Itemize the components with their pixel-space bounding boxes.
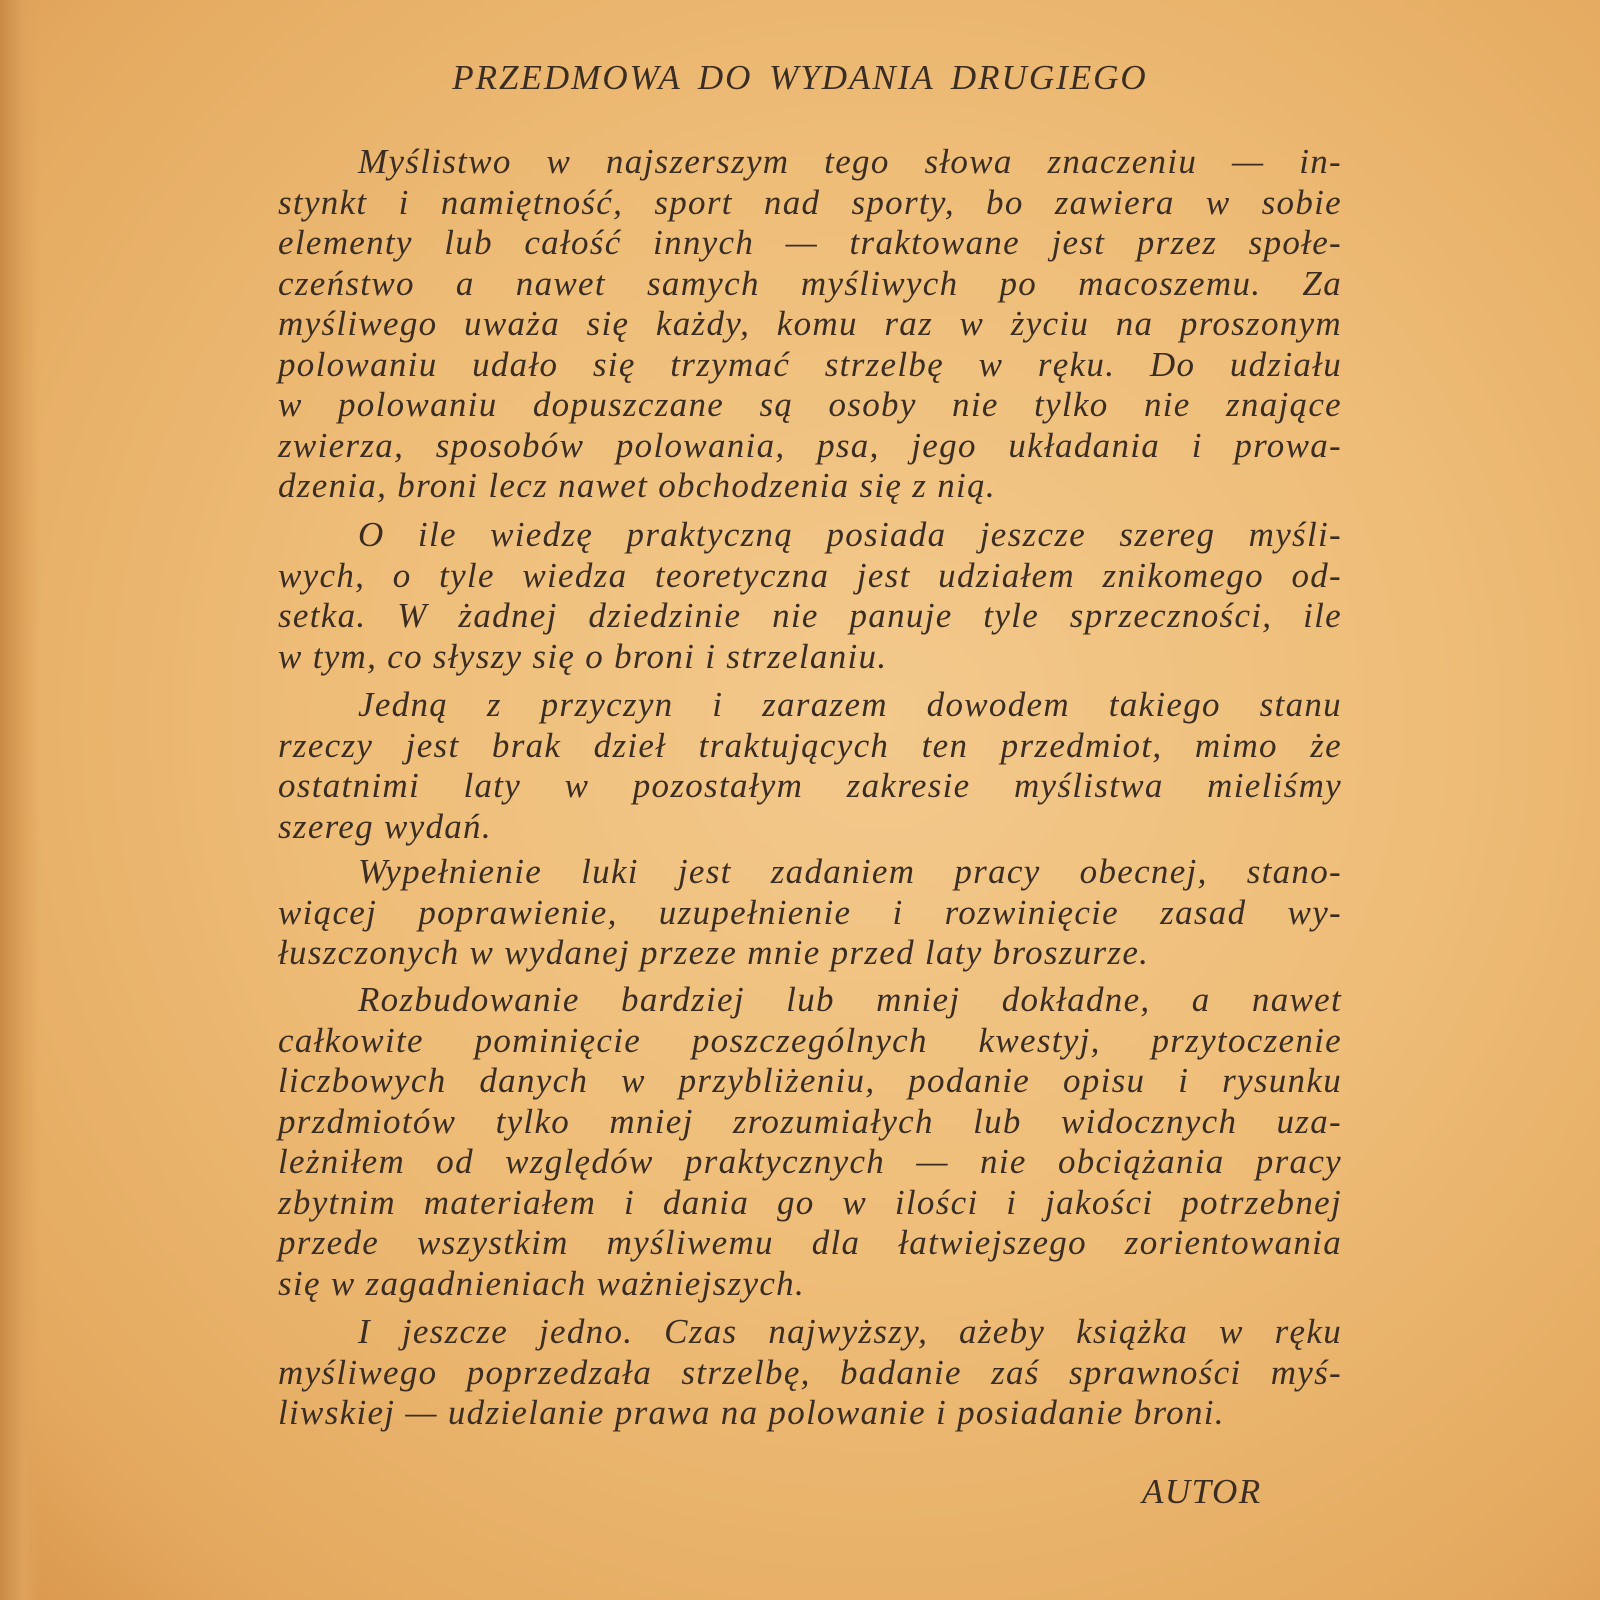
text-line: polowaniu udało się trzymać strzelbę w ręku. Do udziału — [278, 344, 1342, 384]
page-gutter-shadow — [0, 0, 40, 1600]
text-line: elementy lub całość innych — traktowane jest przez społe- — [278, 223, 1342, 262]
text-line: łuszczonych w wydanej przeze mnie przed laty broszurze. — [278, 933, 1150, 972]
text-line: czeństwo a nawet samych myśliwych po macoszemu. Za — [278, 263, 1342, 303]
text-line: wych, o tyle wiedza teoretyczna jest udziałem znikomego od- — [278, 555, 1342, 595]
author-signature: AUTOR — [1142, 1472, 1262, 1511]
text-line: Rozbudowanie bardziej lub mniej dokładne, a nawet — [358, 980, 1342, 1019]
text-line: liczbowych danych w przybliżeniu, podanie opisu i rysunku — [278, 1061, 1342, 1100]
page-title: PRZEDMOWA DO WYDANIA DRUGIEGO — [452, 58, 1148, 97]
text-line: Jedną z przyczyn i zarazem dowodem takiego stanu — [358, 685, 1342, 724]
text-line: stynkt i namiętność, sport nad sporty, bo zawiera w sobie — [278, 182, 1342, 222]
text-line: szereg wydań. — [278, 806, 492, 846]
text-line: zbytnim materiałem i dania go w ilości i jakości potrzebnej — [278, 1182, 1342, 1222]
text-line: I jeszcze jedno. Czas najwyższy, ażeby książka w ręku — [358, 1312, 1342, 1351]
text-line: w polowaniu dopuszczane są osoby nie tylko nie znające — [278, 385, 1342, 424]
text-line: myśliwego uważa się każdy, komu raz w życiu na proszonym — [278, 304, 1342, 343]
text-line: w tym, co słyszy się o broni i strzelaniu. — [278, 636, 888, 676]
text-line: dzenia, broni lecz nawet obchodzenia się z nią. — [278, 466, 996, 505]
text-line: Myślistwo w najszerszym tego słowa znaczeniu — in- — [358, 142, 1342, 181]
text-line: liwskiej — udzielanie prawa na polowanie i posiadanie broni. — [278, 1393, 1225, 1432]
text-line: przede wszystkim myśliwemu dla łatwiejszego zorientowania — [278, 1223, 1342, 1262]
text-line: się w zagadnieniach ważniejszych. — [278, 1263, 806, 1303]
text-line: rzeczy jest brak dzieł traktujących ten przedmiot, mimo że — [278, 725, 1342, 765]
text-line: Wypełnienie luki jest zadaniem pracy obecnej, stano- — [358, 852, 1342, 891]
text-line: ostatnimi laty w pozostałym zakresie myślistwa mieliśmy — [278, 766, 1342, 805]
text-line: leżniłem od względów praktycznych — nie obciążania pracy — [278, 1142, 1342, 1181]
text-line: zwierza, sposobów polowania, psa, jego układania i prowa- — [278, 425, 1342, 465]
text-line: wiącej poprawienie, uzupełnienie i rozwinięcie zasad wy- — [278, 892, 1342, 932]
text-line: setka. W żadnej dziedzinie nie panuje tyle sprzeczności, ile — [278, 596, 1342, 635]
text-line: O ile wiedzę praktyczną posiada jeszcze szereg myśli- — [358, 515, 1342, 554]
text-line: całkowite pominięcie poszczególnych kwestyj, przytoczenie — [278, 1020, 1342, 1060]
text-line: przdmiotów tylko mniej zrozumiałych lub widocznych uza- — [278, 1101, 1342, 1141]
text-line: myśliwego poprzedzała strzelbę, badanie zaś sprawności myś- — [278, 1352, 1342, 1392]
